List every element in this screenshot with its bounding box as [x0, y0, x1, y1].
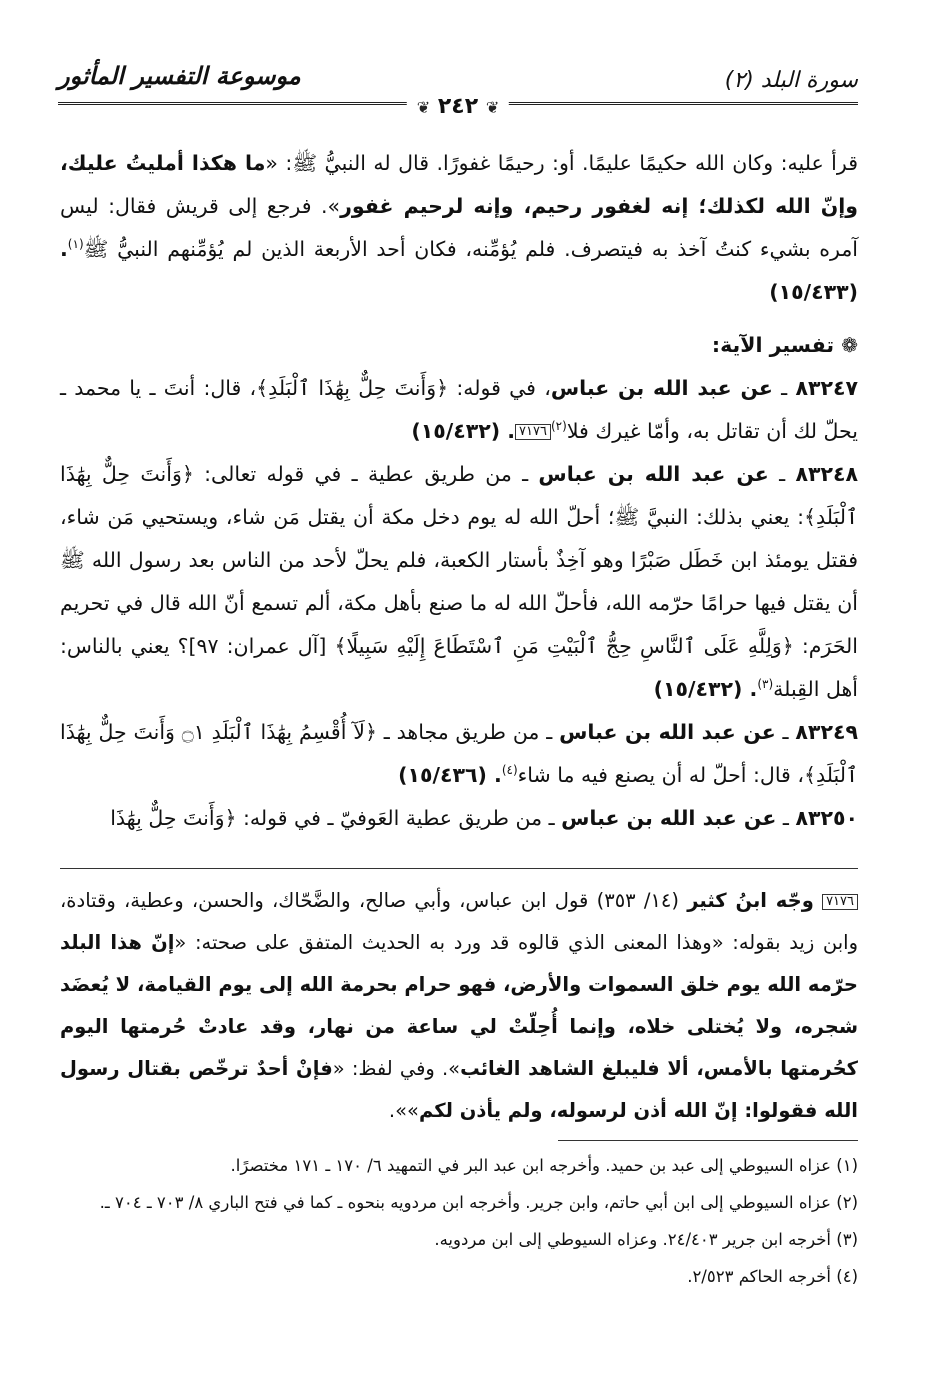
- entry-text: ـ من طريق مجاهد ـ ﴿لَآ أُقْسِمُ بِهَٰذَا ٱلْبَلَدِ ۝١ وَأَنتَ حِلٌّ بِهَٰذَا ٱلْبَلَدِ﴾، قال: أحلّ له أن يصنع فيه ما شاء: [60, 720, 858, 787]
- section-heading: [60, 324, 858, 367]
- intro-paragraph: [60, 142, 858, 314]
- entry: ٨٣٢٤٨ ـ عن عبد الله بن عباس ـ من طريق عطية ـ في قوله تعالى: ﴿وَأَنتَ حِلٌّ بِهَٰذَا ٱلْبَلَدِ﴾: يعني بذلك: النبيَّ ﷺ؛ أحلّ الله له يوم دخل مكة أن يقتل مَن شاء، ويستحيي مَن شاء، فقتل يومئذ ابن خَطَل صَبْرًا وهو آخِذٌ بأستار الكعبة، فلم يحلّ لأحد من الناس بعد رسول الله ﷺ أن يقتل فيها حرامًا حرّمه الله، فأحلّ الله له ما صنع بأهل مكة، ألم تسمع أنّ الله قال في تحريم الحَرَم: ﴿وَلِلَّهِ عَلَى ٱلنَّاسِ حِجُّ ٱلْبَيْتِ مَنِ ٱسْتَطَاعَ إِلَيْهِ سَبِيلًا﴾ [آل عمران: ٩٧]؟ يعني بالناس: أهل القِبلة$^{(٣)}$. (١٥/٤٣٢): [60, 462, 858, 701]
- narrator: عن عبد الله بن عباس: [538, 462, 769, 486]
- page-header: [58, 60, 858, 128]
- footnote-marker: (١): [67, 237, 84, 252]
- footnote: (١) عزاه السيوطي إلى عبد بن حميد. وأخرجه ابن عبد البر في التمهيد ٦/ ١٧٠ ـ ١٧١ مختصرًا.: [230, 1156, 858, 1175]
- entry-text: ، في قوله: ﴿وَأَنتَ حِلٌّ بِهَٰذَا ٱلْبَلَدِ﴾، قال: أنتَ ـ يا محمد ـ يحلّ لك أن تقاتل به، وأمّا غيرك فلا: [60, 376, 858, 443]
- entry-number: ٨٣٢٤٧: [795, 376, 858, 400]
- flower-icon: ❁: [841, 333, 858, 357]
- footnote: (٤) أخرجه الحاكم ٢/٥٢٣.: [687, 1267, 858, 1286]
- page-number: ٢٤٢: [437, 94, 479, 119]
- page-number-box: [407, 94, 509, 119]
- section-title: تفسير الآية:: [711, 333, 835, 357]
- footnote-marker: (٤): [501, 763, 518, 778]
- entry-text: ـ من طريق عطية ـ في قوله تعالى: ﴿وَأَنتَ حِلٌّ بِهَٰذَا ٱلْبَلَدِ﴾: يعني بذلك: النبيَّ ﷺ؛ أحلّ الله له يوم دخل مكة أن يقتل مَن شاء، ويستحيي مَن شاء، فقتل يومئذ ابن خَطَل صَبْرًا وهو آخِذٌ بأستار الكعبة، فلم يحلّ لأحد من الناس بعد رسول الله ﷺ أن يقتل فيها حرامًا حرّمه الله، فأحلّ الله له ما صنع بأهل مكة، ألم تسمع أنّ الله قال في تحريم الحَرَم: ﴿وَلِلَّهِ عَلَى ٱلنَّاسِ حِجُّ ٱلْبَيْتِ مَنِ ٱسْتَطَاعَ إِلَيْهِ سَبِيلًا﴾ [آل عمران: ٩٧]؟ يعني بالناس: أهل القِبلة: [60, 462, 858, 701]
- main-text: [60, 142, 858, 840]
- volume-ref: . (١٥/٤٣٢): [411, 419, 516, 443]
- hadith-quote-2: فإنْ أحدٌ ترخّص بقتال رسول الله فقولوا: إنّ الله أذن لرسوله، ولم يأذن لكم: [60, 1057, 858, 1122]
- editor-note: [60, 880, 858, 1132]
- footnote: (٢) عزاه السيوطي إلى ابن أبي حاتم، وابن جرير. وأخرجه ابن مردويه بنحوه ـ كما في فتح الباري ٨/ ٧٠٣ ـ ٧٠٤ ـ.: [99, 1193, 858, 1212]
- book-title: موسوعة التفسير المأثور: [58, 62, 301, 90]
- narrator: عن عبد الله بن عباس: [561, 806, 777, 830]
- volume-ref: . (١٥/٤٣٣): [60, 237, 858, 304]
- surah-title: سورة البلد (٢): [724, 68, 858, 93]
- narrator: عن عبد الله بن عباس: [550, 376, 773, 400]
- note-text-2: ». وفي لفظ: «: [332, 1057, 461, 1080]
- entry-number: ٨٣٢٤٩: [795, 720, 858, 744]
- entry-text: ـ من طريق عطية العَوفيّ ـ في قوله: ﴿وَأَنتَ حِلٌّ بِهَٰذَا: [110, 806, 562, 830]
- intro-text: قرأ عليه: وكان الله حكيمًا عليمًا. أو: رحيمًا غفورًا. قال له النبيُّ ﷺ: «: [265, 151, 858, 175]
- entry: ٨٣٢٤٧ ـ عن عبد الله بن عباس، في قوله: ﴿وَأَنتَ حِلٌّ بِهَٰذَا ٱلْبَلَدِ﴾، قال: أنتَ ـ يا محمد ـ يحلّ لك أن تقاتل به، وأمّا غيرك فلا$^{(٢)}$٧١٧٦. (١٥/٤٣٢): [60, 376, 858, 443]
- note-text-3: »».: [388, 1099, 419, 1122]
- note-lead: وجّه ابنُ كثير: [687, 889, 814, 912]
- volume-ref: . (١٥/٤٣٢): [653, 677, 758, 701]
- volume-ref: . (١٥/٤٣٦): [398, 763, 502, 787]
- hadith-quote: ما هكذا أمليتُ عليك، وإنّ الله لكذلك؛ إنه لغفور رحيم، وإنه لرحيم غفور: [60, 151, 858, 218]
- ornament-icon: ❦: [485, 98, 500, 117]
- narrator: عن عبد الله بن عباس: [559, 720, 776, 744]
- footnote-marker: (٣): [757, 677, 774, 692]
- note-separator: [60, 868, 858, 869]
- intro-text-2: ». فرجع إلى قريش فقال: ليس آمره بشيء كنتُ آخذ به فيتصرف. فلم يُؤمِّنه، فكان أحد الأربعة الذين لم يُؤمِّنهم النبيُّ ﷺ: [60, 194, 858, 261]
- footnote-separator: [558, 1140, 858, 1141]
- note-badge: ٧١٧٦: [515, 424, 551, 440]
- entry-number: ٨٣٢٤٨: [795, 462, 858, 486]
- ornament-icon: ❦: [416, 98, 431, 117]
- note-text: (١٤/ ٣٥٣) قول ابن عباس، وأبي صالح، والضَّحّاك، والحسن، وعطية، وقتادة، وابن زيد بقوله: «وهذا المعنى الذي قالوه قد ورد به الحديث المتفق على صحته: «: [60, 889, 858, 954]
- footnotes: [60, 1150, 858, 1298]
- entry-number: ٨٣٢٥٠: [795, 806, 858, 830]
- hadith-quote: إنّ هذا البلد حرّمه الله يوم خلق السموات والأرض، فهو حرام بحرمة الله إلى يوم القيامة، لا يُعضَد شجره، ولا يُختلى خلاه، وإنما أُحِلّتْ لي ساعة من نهار، وقد عادتْ حُرمتها اليوم كحُرمتها بالأمس، ألا فليبلغ الشاهد الغائب: [60, 931, 858, 1080]
- entry: ٨٣٢٥٠ ـ عن عبد الله بن عباس ـ من طريق عطية العَوفيّ ـ في قوله: ﴿وَأَنتَ حِلٌّ بِهَٰذَا: [110, 806, 858, 830]
- footnote: (٣) أخرجه ابن جرير ٢٤/٤٠٣. وعزاه السيوطي إلى ابن مردويه.: [434, 1230, 858, 1249]
- note-badge: ٧١٧٦: [822, 894, 858, 910]
- footnote-marker: (٢): [550, 419, 567, 434]
- entry: ٨٣٢٤٩ ـ عن عبد الله بن عباس ـ من طريق مجاهد ـ ﴿لَآ أُقْسِمُ بِهَٰذَا ٱلْبَلَدِ ۝١ وَأَنتَ حِلٌّ بِهَٰذَا ٱلْبَلَدِ﴾، قال: أحلّ له أن يصنع فيه ما شاء$^{(٤)}$. (١٥/٤٣٦): [60, 720, 858, 787]
